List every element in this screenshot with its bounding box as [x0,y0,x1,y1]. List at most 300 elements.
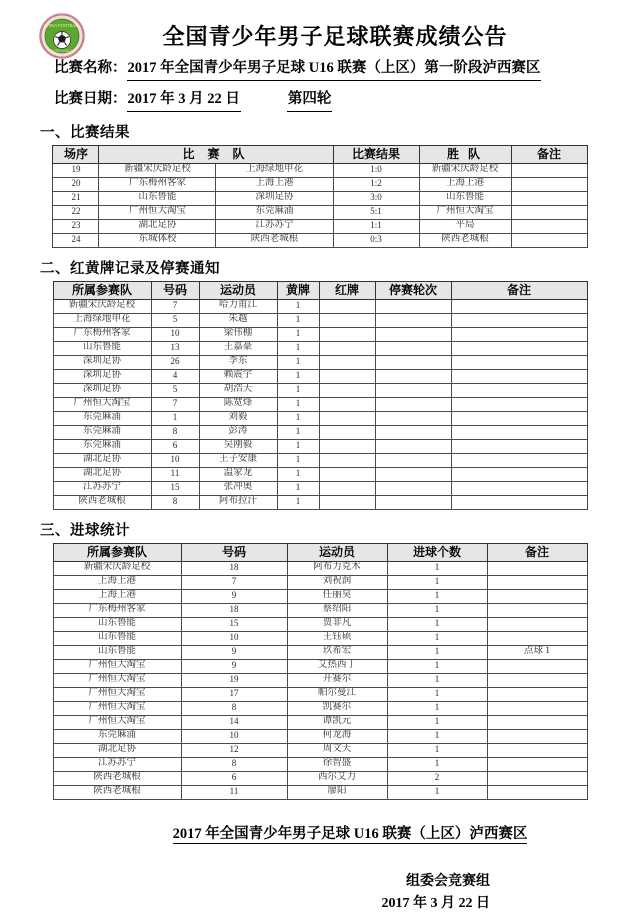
cell-team: 湖北足协 [53,467,151,481]
cell-goal-count: 2 [387,771,487,785]
cell-goal-count: 1 [387,659,487,673]
cell-winner: 广州恒大淘宝 [419,205,511,219]
cell-team: 上海上港 [53,575,181,589]
cell-home-team: 湖北足协 [99,219,216,233]
cell-match-no: 20 [53,177,99,191]
cell-number: 6 [181,771,287,785]
cell-away-team: 上海绿地申花 [216,163,333,177]
col-match-no: 场序 [53,145,99,163]
table-row [53,453,587,467]
cell-yellow-card: 1 [277,299,319,313]
cell-player: 梁伟棚 [199,327,277,341]
cell-away-team: 陕西老城根 [216,233,333,247]
cell-remark [487,743,587,757]
cell-remark [487,631,587,645]
signature-block [0,871,640,915]
cell-player: 王钰硕 [287,631,387,645]
col-winner: 胜 队 [419,145,511,163]
cell-player: 朱越 [199,313,277,327]
cell-suspension [375,383,451,397]
cell-red-card [319,397,375,411]
cell-goal-count: 1 [387,645,487,659]
cell-player: 任丽昊 [287,589,387,603]
competition-date-label: 比赛日期： [54,90,127,107]
cell-team: 上海上港 [53,589,181,603]
cell-remark [487,575,587,589]
cell-suspension [375,481,451,495]
cell-number: 4 [151,369,199,383]
cell-yellow-card: 1 [277,481,319,495]
cell-yellow-card: 1 [277,341,319,355]
cell-suspension [375,411,451,425]
cell-team: 新疆宋庆龄足校 [53,561,181,575]
table-row [53,603,587,617]
cell-team: 东莞麻涌 [53,425,151,439]
cell-team: 湖北足协 [53,453,151,467]
cell-remark [487,673,587,687]
cell-red-card [319,299,375,313]
col-player: 运动员 [199,281,277,299]
cell-team: 陕西老城根 [53,785,181,799]
cell-remark [487,757,587,771]
cell-number: 18 [181,603,287,617]
table-row [53,369,587,383]
cell-suspension [375,299,451,313]
cell-suspension [375,453,451,467]
cell-yellow-card: 1 [277,467,319,481]
cell-player: 王子安康 [199,453,277,467]
cell-suspension [375,425,451,439]
col-remark: 备注 [511,145,587,163]
table-row [53,729,587,743]
cell-team: 新疆宋庆龄足校 [53,299,151,313]
cell-number: 11 [151,467,199,481]
cell-suspension [375,355,451,369]
cell-team: 山东鲁能 [53,617,181,631]
col-team: 所属参赛队 [53,281,151,299]
table-row [53,715,587,729]
cell-score: 0:3 [333,233,419,247]
cell-number: 8 [181,701,287,715]
cell-yellow-card: 1 [277,383,319,397]
svg-text:YOUTH LEAGUE: YOUTH LEAGUE [47,49,77,53]
cell-score: 3:0 [333,191,419,205]
cell-remark [487,603,587,617]
cell-team: 广东梅州客家 [53,327,151,341]
cell-winner: 山东鲁能 [419,191,511,205]
table-row [53,785,587,799]
table-row [53,495,587,509]
cell-red-card [319,313,375,327]
cell-goal-count: 1 [387,617,487,631]
section-heading-goals: 三、进球统计 [40,522,130,539]
cell-player: 刘祝润 [287,575,387,589]
document-header [0,0,640,112]
cell-remark [511,219,587,233]
cell-remark [487,687,587,701]
table-row [53,743,587,757]
cell-team: 广州恒大淘宝 [53,397,151,411]
cell-winner: 平局 [419,219,511,233]
cell-number: 9 [181,645,287,659]
cell-number: 11 [181,785,287,799]
cell-match-no: 24 [53,233,99,247]
cell-player: 玖希宏 [287,645,387,659]
cell-match-no: 22 [53,205,99,219]
cell-team: 江苏苏宁 [53,757,181,771]
competition-name-line [54,59,640,81]
cell-remark [451,467,587,481]
cell-remark [487,785,587,799]
cell-goal-count: 1 [387,729,487,743]
cell-team: 广东梅州客家 [53,603,181,617]
table-row [53,645,587,659]
cell-number: 10 [181,631,287,645]
cell-player: 贾非凡 [287,617,387,631]
cell-red-card [319,439,375,453]
cell-team: 山东鲁能 [53,341,151,355]
cell-goal-count: 1 [387,575,487,589]
cell-match-no: 19 [53,163,99,177]
cell-player: 吴刚毅 [199,439,277,453]
cell-number: 5 [151,383,199,397]
table-row [53,575,587,589]
cell-team: 广州恒大淘宝 [53,687,181,701]
cell-goal-count: 1 [387,687,487,701]
competition-name-label: 比赛名称： [54,60,127,77]
cell-red-card [319,495,375,509]
cell-remark [451,341,587,355]
cell-number: 18 [181,561,287,575]
cell-player: 谭凯元 [287,715,387,729]
cell-away-team: 深圳足协 [216,191,333,205]
cell-player: 西尔艾力 [287,771,387,785]
cell-remark [511,163,587,177]
cell-team: 上海绿地申花 [53,313,151,327]
table-row [53,589,587,603]
cell-red-card [319,411,375,425]
table-row [53,205,587,219]
cell-remark [487,715,587,729]
signature-date: 2017 年 3 月 22 日 [381,895,490,911]
col-player: 运动员 [287,543,387,561]
cell-number: 12 [181,743,287,757]
cell-suspension [375,495,451,509]
table-row [53,177,587,191]
svg-text:CHINA FOOTBALL: CHINA FOOTBALL [44,23,80,28]
cell-player: 徐智盛 [287,757,387,771]
goal-statistics-table [53,543,588,800]
cell-number: 19 [181,673,287,687]
card-records-table [53,281,588,510]
cell-number: 15 [181,617,287,631]
cell-number: 9 [181,659,287,673]
cell-score: 1:2 [333,177,419,191]
cell-home-team: 东城体校 [99,233,216,247]
cell-player: 赖震宇 [199,369,277,383]
cell-remark [451,299,587,313]
table-row [53,687,587,701]
cell-number: 10 [151,453,199,467]
cell-goal-count: 1 [387,701,487,715]
cell-home-team: 广州恒大淘宝 [99,205,216,219]
table-row [53,673,587,687]
cell-yellow-card: 1 [277,425,319,439]
competition-round-value: 第四轮 [287,90,333,112]
cell-yellow-card: 1 [277,369,319,383]
cell-remark [487,561,587,575]
table-row [53,439,587,453]
cell-player: 何龙海 [287,729,387,743]
cell-team: 广州恒大淘宝 [53,659,181,673]
cell-remark [487,729,587,743]
col-goal-count: 进球个数 [387,543,487,561]
cell-winner: 上海上港 [419,177,511,191]
table-row [53,327,587,341]
cell-player: 李东 [199,355,277,369]
cell-remark [451,425,587,439]
cell-player: 王嘉豪 [199,341,277,355]
cell-remark [451,355,587,369]
match-results-table [52,145,587,248]
page-title: 全国青少年男子足球联赛成绩公告 [162,24,508,49]
cell-player: 开赛尔 [287,673,387,687]
cell-number: 9 [181,589,287,603]
cell-number: 13 [151,341,199,355]
cell-match-no: 21 [53,191,99,205]
cell-number: 17 [181,687,287,701]
cell-number: 8 [151,425,199,439]
cell-number: 8 [151,495,199,509]
cell-goal-count: 1 [387,673,487,687]
cell-player: 温家龙 [199,467,277,481]
cell-yellow-card: 1 [277,439,319,453]
cell-score: 1:1 [333,219,419,233]
cell-winner: 陕西老城根 [419,233,511,247]
cell-red-card [319,467,375,481]
cell-player: 哈力甫江 [199,299,277,313]
table-row [53,481,587,495]
cell-yellow-card: 1 [277,453,319,467]
cell-away-team: 江苏苏宁 [216,219,333,233]
table-row [53,561,587,575]
cell-remark [451,369,587,383]
cell-team: 陕西老城根 [53,771,181,785]
table-row [53,659,587,673]
cell-team: 东莞麻涌 [53,411,151,425]
table-row [53,425,587,439]
cell-remark [451,453,587,467]
col-remark: 备注 [487,543,587,561]
cell-remark [451,439,587,453]
cell-score: 5:1 [333,205,419,219]
cell-suspension [375,467,451,481]
cell-score: 1:0 [333,163,419,177]
table-row [53,397,587,411]
cell-number: 7 [151,299,199,313]
cell-team: 深圳足协 [53,383,151,397]
cell-number: 14 [181,715,287,729]
cell-remark [451,397,587,411]
cell-away-team: 东莞麻涌 [216,205,333,219]
col-red-card: 红牌 [319,281,375,299]
cell-home-team: 新疆宋庆龄足校 [99,163,216,177]
table-row [53,411,587,425]
cell-team: 湖北足协 [53,743,181,757]
cell-red-card [319,383,375,397]
competition-name-value: 2017 年全国青少年男子足球 U16 联赛（上区）第一阶段泸西赛区 [127,59,542,81]
cell-remark: 点球 1 [487,645,587,659]
table-row [53,219,587,233]
cell-player: 周文天 [287,743,387,757]
cell-home-team: 广东梅州客家 [99,177,216,191]
cell-remark [487,617,587,631]
cell-goal-count: 1 [387,757,487,771]
cell-player: 刘毅 [199,411,277,425]
cell-remark [451,495,587,509]
cell-player: 张冲奥 [199,481,277,495]
cell-player: 艾热西丁 [287,659,387,673]
cell-player: 彭涛 [199,425,277,439]
cell-team: 山东鲁能 [53,631,181,645]
table-row [53,617,587,631]
cell-team: 陕西老城根 [53,495,151,509]
table-row [53,383,587,397]
cell-red-card [319,425,375,439]
table-row [53,701,587,715]
football-badge-icon [38,12,86,60]
table-row [53,313,587,327]
competition-date-value: 2017 年 3 月 22 日 [127,90,241,112]
cell-remark [487,771,587,785]
cell-number: 7 [181,575,287,589]
cell-team: 广州恒大淘宝 [53,673,181,687]
cell-team: 深圳足协 [53,355,151,369]
cell-goal-count: 1 [387,589,487,603]
cell-remark [487,701,587,715]
cell-team: 广州恒大淘宝 [53,715,181,729]
cell-yellow-card: 1 [277,313,319,327]
competition-date-line [54,90,640,112]
cell-yellow-card: 1 [277,411,319,425]
col-team: 所属参赛队 [53,543,181,561]
cell-yellow-card: 1 [277,495,319,509]
cell-number: 26 [151,355,199,369]
cell-suspension [375,341,451,355]
cell-player: 廖阳 [287,785,387,799]
cell-team: 东莞麻涌 [53,439,151,453]
table-row [53,467,587,481]
cell-team: 山东鲁能 [53,645,181,659]
cell-remark [511,233,587,247]
table-row [53,191,587,205]
cell-remark [487,659,587,673]
cell-match-no: 23 [53,219,99,233]
cell-suspension [375,439,451,453]
cell-goal-count: 1 [387,603,487,617]
cell-number: 6 [151,439,199,453]
cell-player: 陈宽烽 [199,397,277,411]
cell-red-card [319,481,375,495]
table-row [53,163,587,177]
cell-home-team: 山东鲁能 [99,191,216,205]
table-header-row [53,543,587,561]
section-heading-cards: 二、红黄牌记录及停赛通知 [40,260,220,277]
cell-yellow-card: 1 [277,327,319,341]
cell-number: 15 [151,481,199,495]
footer-competition-title [0,822,640,843]
cell-red-card [319,341,375,355]
cell-suspension [375,397,451,411]
cell-yellow-card: 1 [277,355,319,369]
cell-player: 阿布力克木 [287,561,387,575]
col-number: 号码 [151,281,199,299]
cell-goal-count: 1 [387,631,487,645]
cell-remark [451,313,587,327]
table-row [53,341,587,355]
table-row [53,757,587,771]
cell-number: 10 [151,327,199,341]
cell-player: 胡浩天 [199,383,277,397]
cell-suspension [375,313,451,327]
col-score: 比赛结果 [333,145,419,163]
table-row [53,771,587,785]
cell-team: 江苏苏宁 [53,481,151,495]
cell-goal-count: 1 [387,743,487,757]
cell-remark [451,383,587,397]
cell-red-card [319,355,375,369]
table-row [53,355,587,369]
cell-player: 蔡绍阳 [287,603,387,617]
cell-remark [511,205,587,219]
cell-number: 1 [151,411,199,425]
cell-team: 深圳足协 [53,369,151,383]
col-number: 号码 [181,543,287,561]
table-row [53,233,587,247]
cell-suspension [375,369,451,383]
cell-number: 7 [151,397,199,411]
cell-suspension [375,327,451,341]
cell-player: 凯赛尔 [287,701,387,715]
col-yellow-card: 黄牌 [277,281,319,299]
cell-player: 帕尔曼江 [287,687,387,701]
cell-goal-count: 1 [387,561,487,575]
cell-away-team: 上海上港 [216,177,333,191]
cell-remark [451,327,587,341]
cell-red-card [319,453,375,467]
cell-remark [451,411,587,425]
cell-number: 5 [151,313,199,327]
table-header-row [53,281,587,299]
col-remark: 备注 [451,281,587,299]
table-header-row [53,145,587,163]
cell-team: 广州恒大淘宝 [53,701,181,715]
cell-number: 10 [181,729,287,743]
cell-yellow-card: 1 [277,397,319,411]
cell-goal-count: 1 [387,715,487,729]
cell-red-card [319,369,375,383]
signature-organization: 组委会竞赛组 [406,873,490,889]
footer-competition-title-text: 2017 年全国青少年男子足球 U16 联赛（上区）泸西赛区 [172,825,528,842]
cell-team: 东莞麻涌 [53,729,181,743]
cell-winner: 新疆宋庆龄足校 [419,163,511,177]
col-suspension: 停赛轮次 [375,281,451,299]
cell-red-card [319,327,375,341]
cell-goal-count: 1 [387,785,487,799]
cell-remark [451,481,587,495]
table-row [53,299,587,313]
table-row [53,631,587,645]
